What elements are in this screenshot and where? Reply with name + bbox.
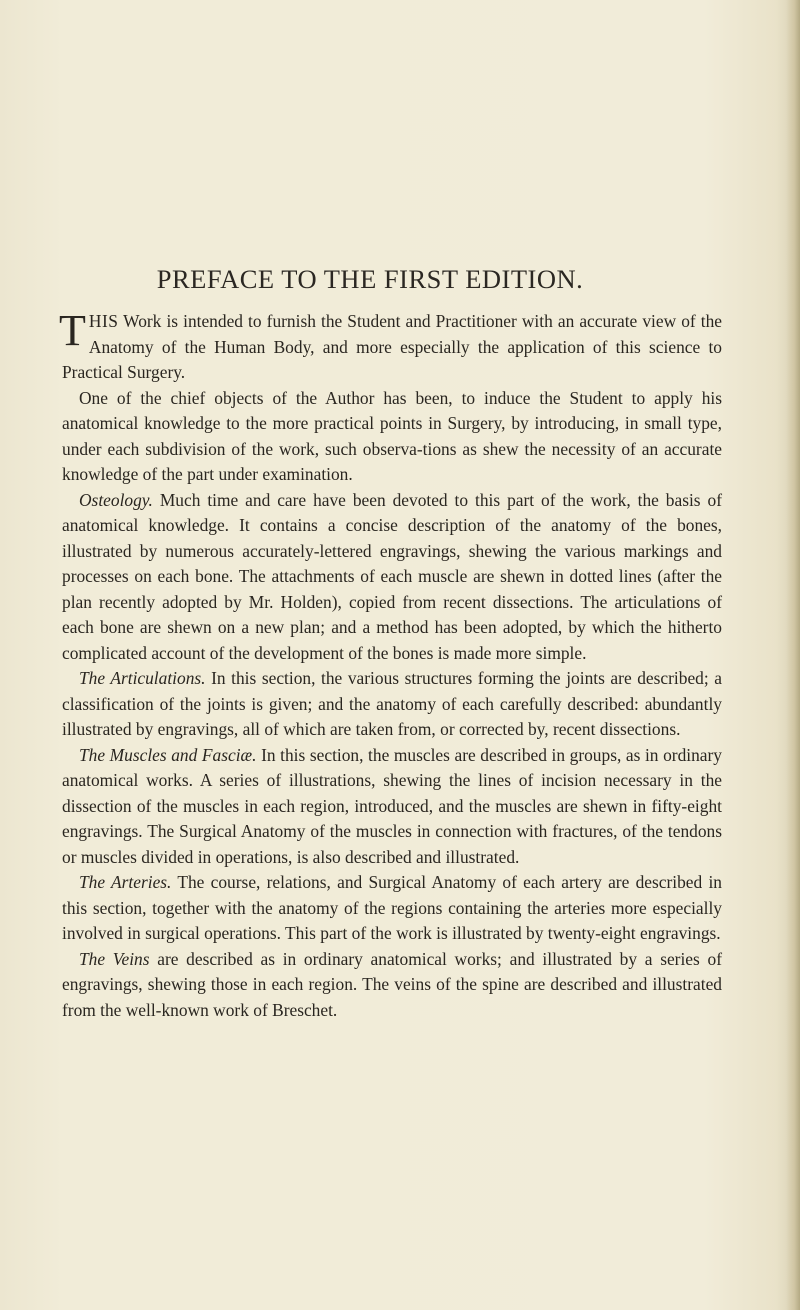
veins-text: are described as in ordinary anatomical works; and illustrated by a series of engravings, shewing those in each region. The veins of the spine are described and illustrated from the well-known work of Breschet. (62, 948, 722, 1020)
osteology-text: Much time and care have been devoted to this part of the work, the basis of anatomical knowledge. It contains a concise description of the anatomy of the bones, illustrated by numerous accurately-lettered engravings, shewing the various markings and processes on each bone. The attachments of each muscle are shewn in dotted lines (after the plan recently adopted by Mr. Holden), copied from recent dissections. The articulations of each bone are shewn on a new plan; and a method has been adopted, by which the hitherto complicated account of the development of the bones is made more simple. (62, 489, 722, 663)
articulations-heading: The Articulations. (79, 668, 206, 688)
paragraph-arteries (62, 870, 722, 947)
intro-small-caps: HIS (88, 311, 119, 331)
page-edge-shadow (786, 0, 800, 1310)
intro-text: Work is intended to furnish the Student and Practitioner with an accurate view of the Anatomy of the Human Body, and more especially the application of this science to Practical Surgery. (62, 311, 722, 382)
osteology-heading: Osteology. (79, 489, 153, 510)
muscles-text: In this section, the muscles are described in groups, as in ordinary anatomical works. A series of illustrations, shewing the lines of incision necessary in the dissection of the muscles in each region, introduced, and the muscles are shewn in fifty-eight engravings. The Surgical Anatomy of the muscles in connection with fractures, of the tendons or muscles divided in operations, is also described and illustrated. (62, 744, 722, 867)
paragraph-veins (62, 947, 722, 1024)
page-title: PREFACE TO THE FIRST EDITION. (156, 264, 584, 294)
drop-cap: T (59, 306, 86, 355)
paragraph-muscles (62, 743, 722, 871)
muscles-heading: The Muscles and Fasciæ. (79, 744, 257, 765)
arteries-heading: The Arteries. (79, 872, 172, 892)
articulations-text: In this section, the various structures forming the joints are described; a classification of the joints is given; and the anatomy of each carefully described: abundantly illustrated by engravings, all of which are taken from, or corrected by, recent dissections. (62, 668, 722, 739)
objects-text: One of the chief objects of the Author has been, to induce the Student to apply his anatomical knowledge to the more practical points in Surgery, by introducing, in small type, under each subdivision of the work, such observa-tions as shew the necessity of an accurate knowledge of the part under examination. (62, 387, 722, 484)
paragraph-articulations (62, 666, 722, 743)
paragraph-objects (62, 386, 722, 488)
paragraph-intro (59, 306, 722, 386)
preface-body (59, 306, 722, 1023)
veins-heading: The Veins (79, 948, 150, 969)
paragraph-osteology (62, 488, 722, 667)
arteries-text: The course, relations, and Surgical Anatomy of each artery are described in this section, together with the anatomy of the regions containing the arteries more especially involved in surgical operations. This part of the work is illustrated by twenty-eight engravings. (62, 872, 722, 943)
